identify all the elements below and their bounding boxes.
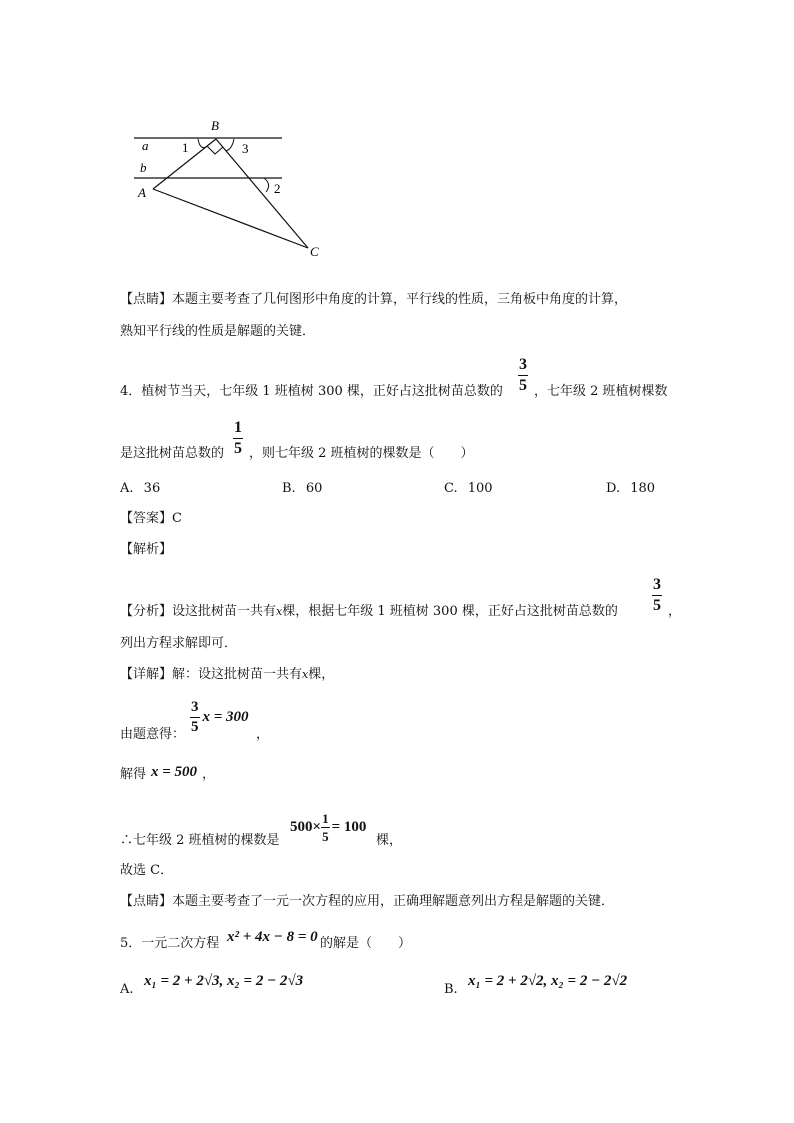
q4-stem-b: ，七年级 2 班植树棵数	[534, 384, 668, 399]
label-A: A	[138, 185, 146, 200]
step1-comma: ，	[256, 727, 270, 742]
angle-2-label: 2	[274, 181, 281, 196]
q4-analysis-fraction	[652, 577, 662, 614]
q5-option-a-letter: A.	[120, 982, 134, 997]
fraction-numerator: 3	[519, 356, 527, 373]
q4-stem-a: 4．植树节当天，七年级 1 班植树 300 棵，正好占这批树苗总数的	[120, 384, 503, 399]
analysis-text-a: 【分析】设这批树苗一共有	[120, 604, 277, 619]
fraction-numerator: 3	[191, 699, 199, 715]
fraction-numerator: 3	[653, 576, 661, 593]
q4-fraction-one-fifth	[233, 420, 243, 457]
angle-3-arc	[226, 139, 234, 151]
q4-option-a	[120, 481, 160, 497]
step2-math: x = 500	[151, 764, 198, 780]
detail-text-b: 棵，	[308, 667, 335, 682]
step2-label: 解得	[120, 767, 147, 782]
q4-analysis-line1	[120, 604, 618, 620]
q5-option-b-letter: B.	[444, 982, 458, 997]
q4-option-b	[282, 481, 322, 497]
fraction-denominator: 5	[322, 829, 329, 844]
fraction-denominator: 5	[191, 719, 199, 735]
step3-label: ∴七年级 2 班植树的棵数是	[120, 833, 280, 848]
step3-lhs: 500×	[290, 819, 322, 835]
variable-x: x	[302, 668, 309, 681]
option-value: 100	[467, 481, 493, 496]
q4-stem-d: ，则七年级 2 班植树的棵数是（ ）	[249, 446, 474, 461]
label-B: B	[211, 118, 219, 133]
option-letter: A.	[120, 481, 134, 496]
q4-choose: 故选 C．	[120, 863, 174, 878]
q5-stem-b: 的解是（ ）	[320, 936, 412, 951]
q4-comment: 【点睛】本题主要考查了一元一次方程的应用，正确理解题意列出方程是解题的关键．	[120, 894, 615, 909]
label-b: b	[140, 160, 147, 175]
option-letter: B.	[282, 481, 296, 496]
step3-tail: 棵，	[376, 833, 403, 848]
q5-equation: x² + 4x − 8 = 0	[227, 929, 318, 945]
q4-detail-line	[120, 667, 334, 683]
label-C: C	[310, 244, 319, 259]
label-a: a	[142, 138, 149, 153]
q4-option-d	[606, 481, 655, 497]
option-value: 36	[143, 481, 161, 496]
angle-2-arc	[264, 178, 269, 192]
q4-stem-line1	[120, 384, 503, 400]
q4-analysis-comma: ，	[668, 604, 682, 619]
angle-1-arc	[198, 139, 206, 148]
fraction-denominator: 5	[234, 440, 242, 457]
geometry-figure	[120, 112, 340, 262]
step1-equation	[190, 700, 249, 735]
option-letter: C.	[444, 481, 458, 496]
right-angle-mark	[207, 146, 223, 154]
q5-option-b-math: x₁ = 2 + 2√2, x₂ = 2 − 2√2	[468, 973, 628, 989]
q4-stem-c: 是这批树苗总数的	[120, 446, 225, 461]
q3-comment-line1: 【点睛】本题主要考查了几何图形中角度的计算，平行线的性质，三角板中角度的计算，	[120, 292, 628, 307]
fraction-numerator: 1	[322, 811, 329, 826]
fraction-numerator: 1	[234, 419, 242, 436]
option-value: 180	[630, 481, 656, 496]
q4-fraction-three-fifths	[518, 357, 528, 394]
q4-answer: 【答案】C	[120, 511, 182, 526]
segment-ac	[153, 189, 308, 248]
angle-1-label: 1	[182, 140, 189, 155]
q4-analysis-title: 【解析】	[120, 542, 173, 557]
analysis-text-b: 棵，根据七年级 1 班植树 300 棵，正好占这批树苗总数的	[282, 604, 618, 619]
step1-label: 由题意得：	[120, 727, 186, 742]
fraction-denominator: 5	[519, 377, 527, 394]
step1-rest: x = 300	[202, 709, 249, 725]
fraction-denominator: 5	[653, 597, 661, 614]
step2-comma: ，	[202, 767, 216, 782]
q4-option-c	[444, 481, 493, 497]
variable-x: x	[276, 605, 283, 618]
detail-text-a: 【详解】解：设这批树苗一共有	[120, 667, 303, 682]
step3-equation	[290, 812, 366, 843]
option-value: 60	[305, 481, 323, 496]
q4-analysis-line2: 列出方程求解即可．	[120, 636, 238, 651]
option-letter: D.	[606, 481, 621, 496]
q5-option-a-math: x₁ = 2 + 2√3, x₂ = 2 − 2√3	[144, 973, 304, 989]
segment-bc	[216, 139, 308, 248]
angle-3-label: 3	[242, 141, 249, 156]
q3-comment-line2: 熟知平行线的性质是解题的关键．	[120, 324, 316, 339]
step3-rhs: = 100	[331, 819, 367, 835]
q5-stem-a: 5．一元二次方程	[120, 936, 220, 951]
